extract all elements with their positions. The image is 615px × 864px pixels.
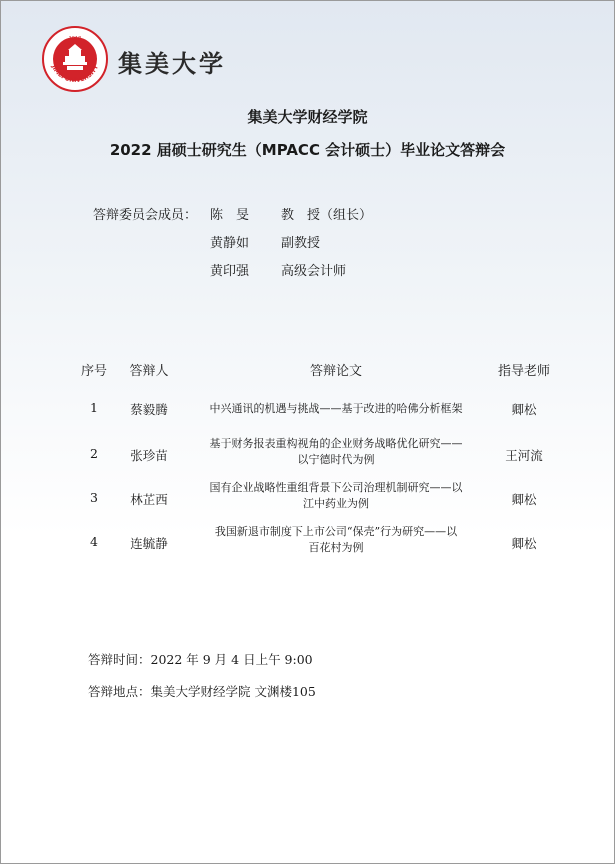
header-student: 答辩人 — [129, 364, 169, 379]
row-student: 林芷西 — [130, 492, 168, 507]
committee-member-name: 黄静如 — [210, 236, 250, 251]
header-thesis: 答辩论文 — [309, 364, 362, 379]
page-subtitle: 2022 届硕士研究生（MPACC 会计硕士）毕业论文答辩会 — [109, 141, 506, 159]
committee-member-name: 黄印强 — [210, 264, 250, 279]
row-no: 4 — [90, 534, 98, 549]
row-no: 3 — [90, 490, 98, 505]
committee-member-role: 高级会计师 — [281, 264, 347, 279]
row-thesis-line1: 我国新退市制度下上市公司“保壳”行为研究——以 — [214, 525, 458, 538]
row-thesis-line1: 中兴通讯的机遇与挑战——基于改进的哈佛分析框架 — [209, 402, 463, 415]
university-wordmark: 集美大学 — [118, 49, 226, 78]
thesis-table — [74, 360, 564, 554]
row-advisor: 卿松 — [511, 402, 537, 417]
university-seal-logo — [42, 26, 108, 92]
page-title: 集美大学财经学院 — [247, 108, 368, 126]
row-thesis-line1: 基于财务报表重构视角的企业财务战略优化研究—— — [209, 437, 463, 450]
row-no: 2 — [90, 446, 98, 461]
committee-member-role: 副教授 — [281, 236, 321, 251]
row-thesis-line2: 以宁德时代为例 — [297, 453, 375, 466]
row-student: 连毓静 — [130, 536, 168, 551]
header-no: 序号 — [80, 364, 107, 379]
row-advisor: 卿松 — [511, 492, 537, 507]
row-no: 1 — [90, 400, 98, 415]
seal-text: JIMEI UNIVERSITY — [49, 63, 101, 85]
row-student: 蔡毅腾 — [130, 402, 168, 417]
seal-year: 1918 — [68, 36, 82, 42]
defense-time: 答辩时间：2022 年 9 月 4 日上午 9:00 — [88, 652, 313, 667]
row-thesis-line2: 江中药业为例 — [303, 497, 369, 510]
row-advisor: 卿松 — [511, 536, 537, 551]
committee-member-name: 陈 旻 — [210, 208, 250, 223]
row-student: 张珍苗 — [130, 448, 168, 463]
row-thesis-line2: 百花村为例 — [308, 541, 364, 554]
header-advisor: 指导老师 — [497, 364, 550, 379]
defense-location: 答辩地点：集美大学财经学院 文渊楼105 — [88, 684, 316, 699]
row-advisor: 王河流 — [505, 448, 543, 463]
table-header-row — [74, 360, 564, 392]
committee-label: 答辩委员会成员： — [93, 208, 198, 223]
committee-member-role: 教 授（组长） — [281, 208, 373, 223]
row-thesis-line1: 国有企业战略性重组背景下公司治理机制研究——以 — [209, 481, 463, 494]
